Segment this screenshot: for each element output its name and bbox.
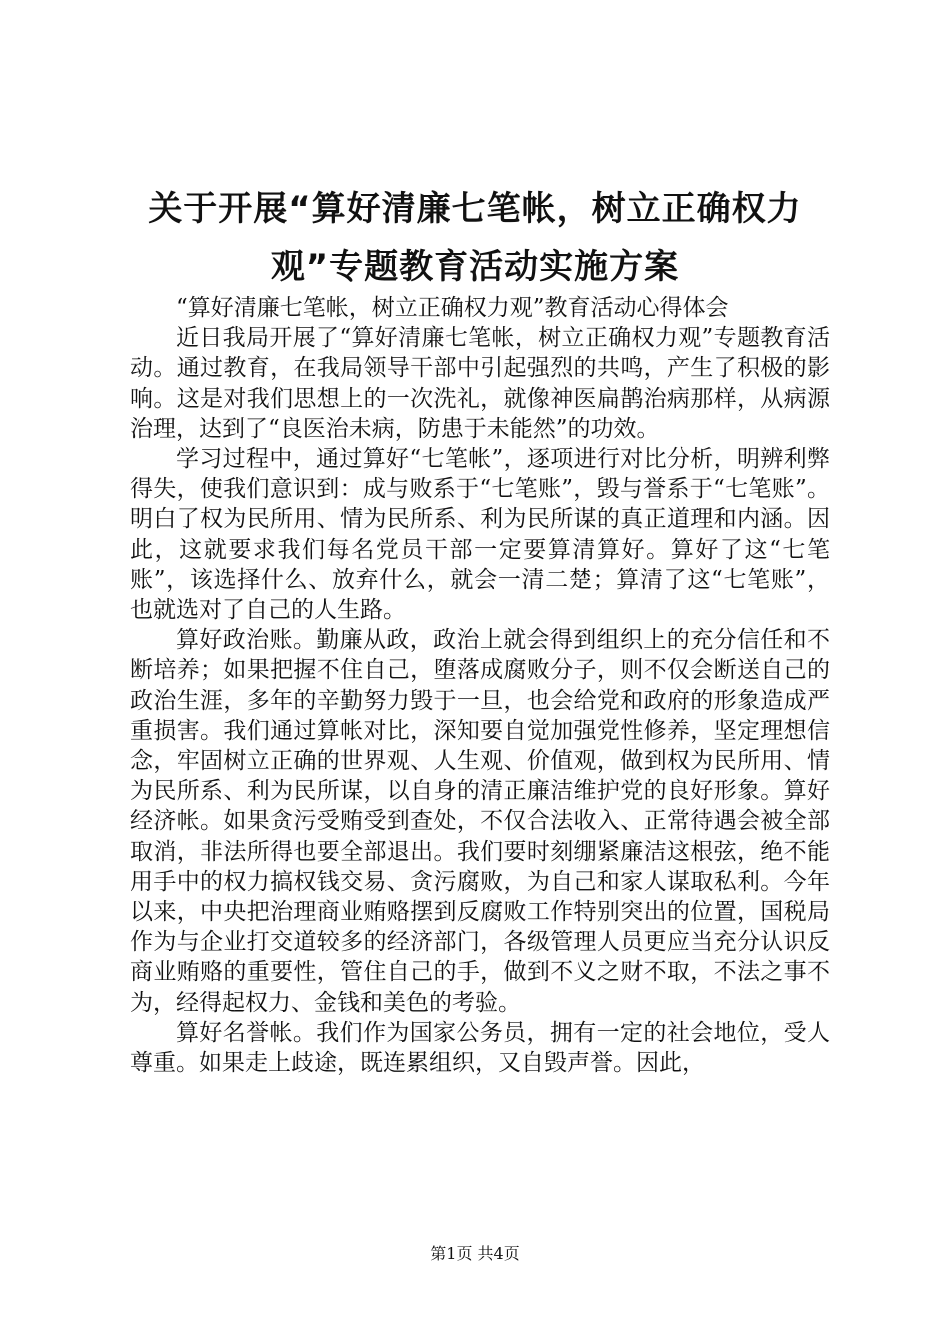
paragraph-3: 算好政治账。勤廉从政，政治上就会得到组织上的充分信任和不断培养；如果把握不住自己，堕落成腐败分子，则不仅会断送自己的政治生涯，多年的辛勤努力毁于一旦，也会给党和政府的形象造成严重损害。我们通过算帐对比，深知要自觉加强党性修养，坚定理想信念，牢固树立正确的世界观、人生观、价值观，做到权为民所用、情为民所系、利为民所谋，以自身的清正廉洁维护党的良好形象。算好经济帐。如果贪污受贿受到查处，不仅合法收入、正常待遇会被全部取消，非法所得也要全部退出。我们要时刻绷紧廉洁这根弦，绝不能用手中的权力搞权钱交易、贪污腐败，为自己和家人谋取私利。今年以来，中央把治理商业贿赂摆到反腐败工作特别突出的位置，国税局作为与企业打交道较多的经济部门，各级管理人员更应当充分认识反商业贿赂的重要性，管住自己的手，做到不义之财不取，不法之事不为，经得起权力、金钱和美色的考验。 [130,627,830,1016]
title-line-2: 观”专题教育活动实施方案 [270,247,680,287]
title-line-1: 关于开展“算好清廉七笔帐，树立正确权力 [148,189,802,229]
page-number-indicator: 第1页 共4页 [430,1244,520,1263]
document-body [130,293,830,1078]
document-subtitle: “算好清廉七笔帐，树立正确权力观”教育活动心得体会 [176,295,729,321]
document-title [110,180,840,296]
paragraph-1: 近日我局开展了“算好清廉七笔帐，树立正确权力观”专题教育活动。通过教育，在我局领导干部中引起强烈的共鸣，产生了积极的影响。这是对我们思想上的一次洗礼，就像神医扁鹊治病那样，从病源治理，达到了“良医治未病，防患于未能然”的功效。 [130,325,830,442]
page-footer [0,1244,950,1264]
paragraph-2: 学习过程中，通过算好“七笔帐”，逐项进行对比分析，明辨利弊得失，使我们意识到：成与败系于“七笔账”，毁与誉系于“七笔账”。明白了权为民所用、情为民所系、利为民所谋的真正道理和内涵。因此，这就要求我们每名党员干部一定要算清算好。算好了这“七笔账”，该选择什么、放弃什么，就会一清二楚；算清了这“七笔账”，也就选对了自己的人生路。 [130,446,830,624]
paragraph-4: 算好名誉帐。我们作为国家公务员，拥有一定的社会地位，受人尊重。如果走上歧途，既连累组织，又自毁声誉。因此， [130,1019,830,1077]
